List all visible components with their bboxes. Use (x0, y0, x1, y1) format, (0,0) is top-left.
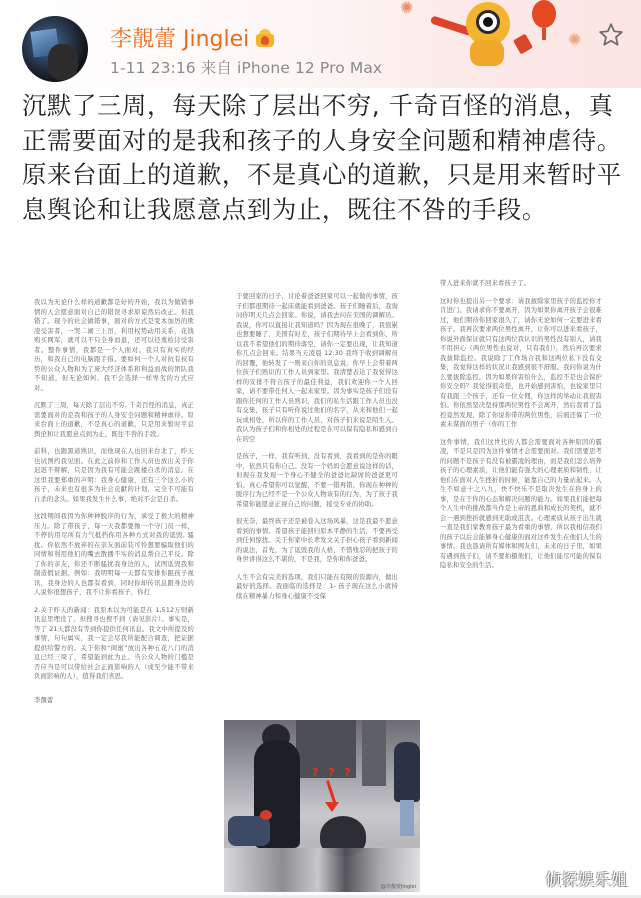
author-name[interactable] (110, 22, 275, 53)
document-column-1 (34, 298, 194, 713)
image-watermark: @李靚蕾Jinglei (380, 884, 416, 890)
crown-icon (255, 28, 275, 48)
cctv-screenshot-image[interactable] (224, 720, 420, 892)
star-outline-icon[interactable] (598, 22, 624, 48)
firework-icon: ✺ (400, 0, 414, 17)
post-header (0, 0, 641, 88)
document-column-2 (236, 292, 398, 609)
avatar-photo-hand (48, 44, 78, 80)
avatar[interactable] (22, 16, 88, 82)
doc-paragraph: 前科，也跟黑道熟识，而他现在人也回来台北了，昨天也试图约我见面。在此之前你和工作人员也放出关于你迟迟不辩解，只是因为我有可能会跳楼自杀的消息。在这里我要郑重的声明：我身心健康，还有三个这么小的孩子，未来也有很多为社会贡献的计划，完全不可能有自杀的念头。如果我发生什么事，绝对不会是自杀。 (34, 448, 194, 503)
statement-document-image[interactable] (0, 268, 641, 898)
doc-paragraph: 这段期间我因为你种种脱序的行为，承受了极大的精神压力。除了带孩子，每一天我都要像一个守门员一样，不停的用尽所有力气抵挡你用各种方式对我的诋毁, 骚扰。你依然不放弃的在亲友面前装可怜想要骗取他们的同情和利用他们的嘴去散播不实的消息帮自己平反。除了你的亲友，你还不断骚扰我身边的人，试图诋毁我和制造假证据。例如：我明明每一天都有安排你跟孩子视讯，我身边的人也都有看到，同时你却传讯息跟身边的人说你很想孩子，我不让你看孩子，你打 (34, 513, 194, 596)
doc-signature: 李靚蕾 (34, 696, 54, 704)
author-name-text: 李靚蕾 Jinglei (110, 27, 250, 52)
doc-paragraph: 人生不会有完美的选项，我们只能在有限的资源内，做出最好的选择。我面临的选择是：1- 孩子现在这么小就持续在精神暴力和身心健康不受保 (236, 573, 398, 600)
doc-paragraph: 于要回家的日子，讨论着爸爸回家可以一起做的事情，孩子们都很期待一起床就能看到爸爸。孩子们睡着后，我询问你明天几点会回家。你说，请我去问在美国的调解员。我说，你可以直接让我知道吗？因为现在很晚了，我很累也想要睡了，美国有时差，孩子们期待早上会看到你，所以我不希望他们的期待落空，请你一定要出现，让我知道你几点会回来。结果当天凌晨 12:30 我终于收到调解员的回覆，他转发了一则来自你的讯息说，你早上会带着两位孩子们熟识的工作人员到家里。我清楚表达了我觉得这样的安排不符合孩子的最佳利益，我们欢迎你一个人回家，请不要带任何人一起来家里。因为事实是孩子们没有跟你任何的工作人员熟识，我们的私生活跟工作人员也没有交集，孩子只有听你说过他们的名字，从来和他们一起玩或相处，所以你的工作人员，对孩子们来说是陌生人。我认为孩子们和你相处的过程是在可以保有隐私和感到自在的空 (236, 293, 398, 443)
doc-paragraph: 我以为无论什么样的道歉都是好的开始，我以为做错事情的人会愿意面对自己的错误寻求原谅然后改正。但我错了。现今的社会做错事，面对的方式是变本加厉的欺凌受害者，一哭二闹三上吊，利用权势动用关系，花钱购买网军，就可以不只全身而退，还可以径蔑检讨受害者。整件事情，我都是一个人面对。我只有真实的经历，和我自己的电脑跟手指。要如何一个人对抗有权有势的公众人物和为了庞大经济体系和利益而战的团队我不知道，但无论如何，我不会选择一样卑劣的方式应对。 (34, 299, 194, 392)
red-arrowhead-icon (325, 802, 339, 812)
site-watermark: 侦探娱乐姐 (545, 870, 628, 889)
document-column-3 (440, 279, 602, 579)
doc-paragraph: 是孩子，一样，我有听到，没有看到，我看到的是你的眼中，依然只有你自己。没有一个妈妈会愿意说这样的话，但现在我发现一个身心不健全的爸爸比缺席的爸爸更可怕。真心希望你可以觉醒，不要一错再错。你现在种种的脱序行为已经不是一个公众人物该有的行为，为了孩子我希望你能愿意正视自己的问题，接受专业的协助。 (236, 453, 398, 508)
doc-paragraph: 带人进来你就不回来看孩子了。 (440, 280, 531, 287)
doc-paragraph: 沉默了三周，每天除了层出不穷, 千奇百怪的消息，真正需要面对的是我和孩子的人身安全问题和精神虐待。原来台面上的道歉，不是真心的道歉，只是用来暂时平息舆论和让我愿意点到为止，既往不咎的手段。 (34, 402, 194, 438)
question-marks-annotation: ? ? ? (312, 766, 354, 779)
post-body: 沉默了三周，每天除了层出不穷, 千奇百怪的消息，真正需要面对的是我和孩子的人身安全问题和精神虐待。原来台面上的道歉，不是真心的道歉，只是用来暂时平息舆论和让我愿意点到为止，既往不咎的手段。 (22, 91, 622, 224)
lantern-icon (532, 0, 556, 28)
doc-paragraph: 这件事情，我们这世代的人都会需要面对各种原因的霸凌，不是只是因为这件事情才会需要面对。我们需要思考的问题不是孩子有没有被霸凌的理由，而是我们怎么培养孩子的心理素质，让他们能有强大的心理素质和韧性，让他们在面对人生挫折的时候，能靠自己的力量站起来。人生不如意十之八九，快不快乐不是取决发生在你身上的事，是在于你的心态和解决问题的能力。如果我们能把每个人生中的挑战都当作是上帝的恩典和成长的契机，就不会一遇到挫折就感到无助或沮丧。心理素质从孩子出生就一直是我们家教育孩子最为看重的事情，所以我相信我们的孩子以后会能够身心健康的面对这件发生在他们人生的事情。我也恳请所有媒体和网友们，未来的日子里，如果有遇到孩子们，请不要拍摄他们，让他们能尽可能的保有隐私和安全的生活。 (440, 438, 602, 569)
post-meta: 1-11 23:16 来自 iPhone 12 Pro Max (110, 59, 383, 77)
doc-paragraph: 这时你也提出另一个要求：请我拔除家里孩子的监控你才肯进门。我请求你不要离开，因为如果你离开孩子会很难过，他们期待你回家很久了，请你无论如何一定要进来看孩子。我再次要求两位男性离开，让你可以进来看孩子，你说外面保证就只有这两位我认识的男性没有别人，请我不用担心（两位男性也说对，只有我们），然后再次要求我拔除监控。我说除了工作场合我和这两位私下没有交集，我觉得这样的状况让我感到很不舒服。我问你说为什么要拔除监控，因为如果你害怕什么，监控不是也会保护你安全吗？我觉得很奇怪，也开始感到害怕，也说家里只有我跟三个孩子，还有一位女佣，你这样的举动让我很害怕。你依然坚决坚持那两位男性不会离开，然后我看了监控竟然发现，除了你说你带的两位男性，后面还躲了一位素未谋面的男子（你的工作 (440, 297, 602, 428)
new-year-decoration-icon (400, 0, 600, 80)
firework-icon: ✺ (568, 30, 582, 49)
firecracker-icon (513, 34, 533, 55)
doc-paragraph: 很无奈，最终孩子还是被卷入这场风暴，这是我最不愿意看到的事情。希望孩子能回归原本平静的生活，不要再受到任何惊扰。关于你家中长辈发文关于担心孩子看到新闻的说法，首先，为了诋毁我的人格，不惜残忍的把孩子的身世讲得这么不堪的，不是我，是你和你爸爸。 (236, 518, 398, 563)
doc-paragraph: 2.关于昨天的新闻：我原本以为可能是在 1,512万则新讯息里埋没了，但搜寻也搜不到（请见影片）。事实是，等了 21天都没有等到你提供任何讯息。我文中所提及的事情，句句属实，我一定会尽我所能配合调查，把证据提供给警方的。关于你和“闺蜜”放出各种五花八门的消息已经三周了，希望能到此为止。当公众人物的门槛是否应当是可以带给社会正面影响的人（或至少能不带来负面影响的人），值得我们省思。 (34, 606, 194, 680)
